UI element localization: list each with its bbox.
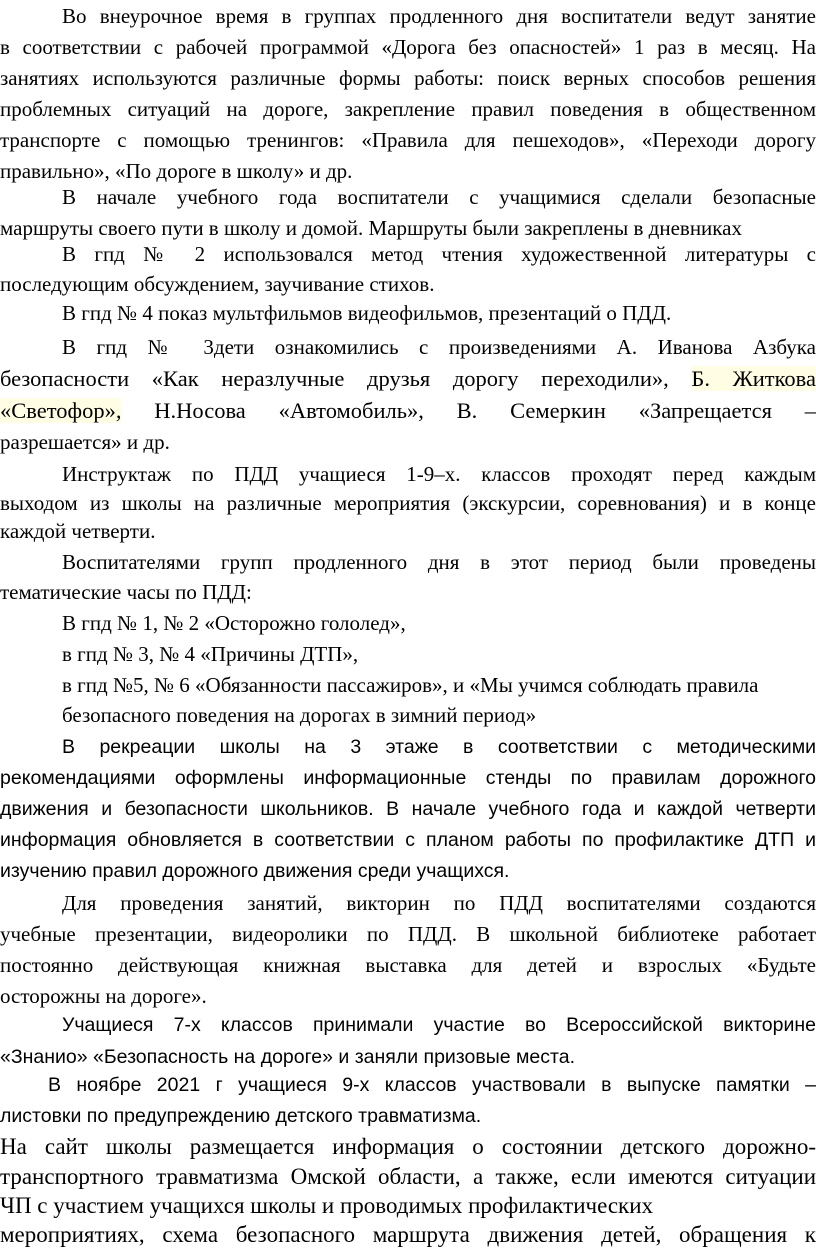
paragraph-line: ЧП с участием учащихся школы и проводимых профилактических: [0, 1193, 654, 1218]
paragraph-line: [0, 365, 816, 393]
list-item: безопасного поведения на дорогах в зимний период»: [62, 703, 537, 727]
paragraph-line: правильно», «По дороге в школу» и др.: [0, 159, 353, 183]
paragraph-line: В рекреации школы на 3 этаже в соответствии с методическими: [62, 736, 816, 758]
paragraph-line: занятиях используются различные формы работы: поиск верных способов решения: [0, 66, 816, 90]
paragraph-line: Инструктаж по ПДД учащиеся 1-9–х. классов проходят перед каждым: [62, 462, 816, 486]
text-fragment: На сайт школы размещается информация о состоянии детского дорожно-: [0, 1134, 816, 1159]
paragraph-line: мероприятиях, схема безопасного маршрута движения детей, обращения к: [0, 1222, 816, 1247]
paragraph-line: Воспитателями групп продленного дня в этот период были проведены: [62, 550, 816, 574]
text-fragment: Н.Носова «Автомобиль», В. Семеркин «Запрещается –: [121, 398, 816, 423]
text-fragment: безопасности «Как неразлучные друзья дорогу переходили»,: [0, 366, 692, 391]
list-item: В гпд № 1, № 2 «Осторожно гололед»,: [62, 611, 406, 635]
paragraph-line: рекомендациями оформлены информационные стенды по правилам дорожного: [0, 767, 816, 789]
paragraph-line: осторожны на дороге».: [0, 984, 207, 1008]
paragraph-line: В гпд № 4 показ мультфильмов видеофильмов, презентаций о ПДД.: [62, 301, 672, 325]
paragraph-line: «Знанио» «Безопасность на дороге» и заняли призовые места.: [0, 1046, 575, 1068]
paragraph-line: учебные презентации, видеоролики по ПДД. В школьной библиотеке работает: [0, 922, 816, 946]
paragraph-line: Учащиеся 7-х классов принимали участие во Всероссийской викторине: [62, 1014, 816, 1036]
paragraph-line: транспортного травматизма Омской области, а также, если имеются ситуации: [0, 1164, 816, 1189]
paragraph-line: выходом из школы на различные мероприятия (экскурсии, соревнования) и в конце: [0, 491, 816, 515]
paragraph-line: маршруты своего пути в школу и домой. Маршруты были закреплены в дневниках: [0, 216, 743, 240]
paragraph-line: В начале учебного года воспитатели с учащимися сделали безопасные: [62, 185, 816, 209]
paragraph-line: в соответствии с рабочей программой «Дорога без опасностей» 1 раз в месяц. На: [0, 35, 816, 59]
paragraph-line: Для проведения занятий, викторин по ПДД воспитателями создаются: [62, 891, 816, 915]
paragraph-line: [0, 1133, 816, 1161]
paragraph-line: листовки по предупреждению детского травматизма.: [0, 1105, 482, 1127]
paragraph-line: каждой четверти.: [0, 519, 156, 543]
paragraph-line: В гпд № 2 использовался метод чтения художественной литературы с: [62, 242, 816, 266]
paragraph-line: изучению правил дорожного движения среди учащихся.: [0, 860, 510, 882]
paragraph-line: постоянно действующая книжная выставка для детей и взрослых «Будьте: [0, 953, 816, 977]
list-item: в гпд № 3, № 4 «Причины ДТП»,: [62, 642, 359, 666]
paragraph-line: тематические часы по ПДД:: [0, 580, 252, 604]
paragraph-line: разрешается» и др.: [0, 430, 170, 454]
paragraph-line: последующим обсуждением, заучивание стихов.: [0, 272, 435, 296]
paragraph-line: В гпд № 3дети ознакомились с произведениями А. Иванова Азбука: [62, 335, 816, 359]
highlighted-text: Б. Житкова: [691, 366, 816, 391]
paragraph-line: В ноябре 2021 г учащиеся 9-х классов участвовали в выпуске памятки –: [48, 1074, 816, 1096]
paragraph-line: [0, 397, 816, 425]
paragraph-line: проблемных ситуаций на дороге, закрепление правил поведения в общественном: [0, 97, 816, 121]
paragraph-line: информация обновляется в соответствии с планом работы по профилактике ДТП и: [0, 829, 816, 851]
highlighted-text: «Светофор»,: [0, 398, 122, 423]
list-item: в гпд №5, № 6 «Обязанности пассажиров», и «Мы учимся соблюдать правила: [62, 673, 759, 697]
paragraph-line: движения и безопасности школьников. В начале учебного года и каждой четверти: [0, 798, 816, 820]
paragraph-line: транспорте с помощью тренингов: «Правила для пешеходов», «Переходи дорогу: [0, 128, 816, 152]
paragraph-line: Во внеурочное время в группах продленного дня воспитатели ведут занятие: [62, 4, 816, 28]
